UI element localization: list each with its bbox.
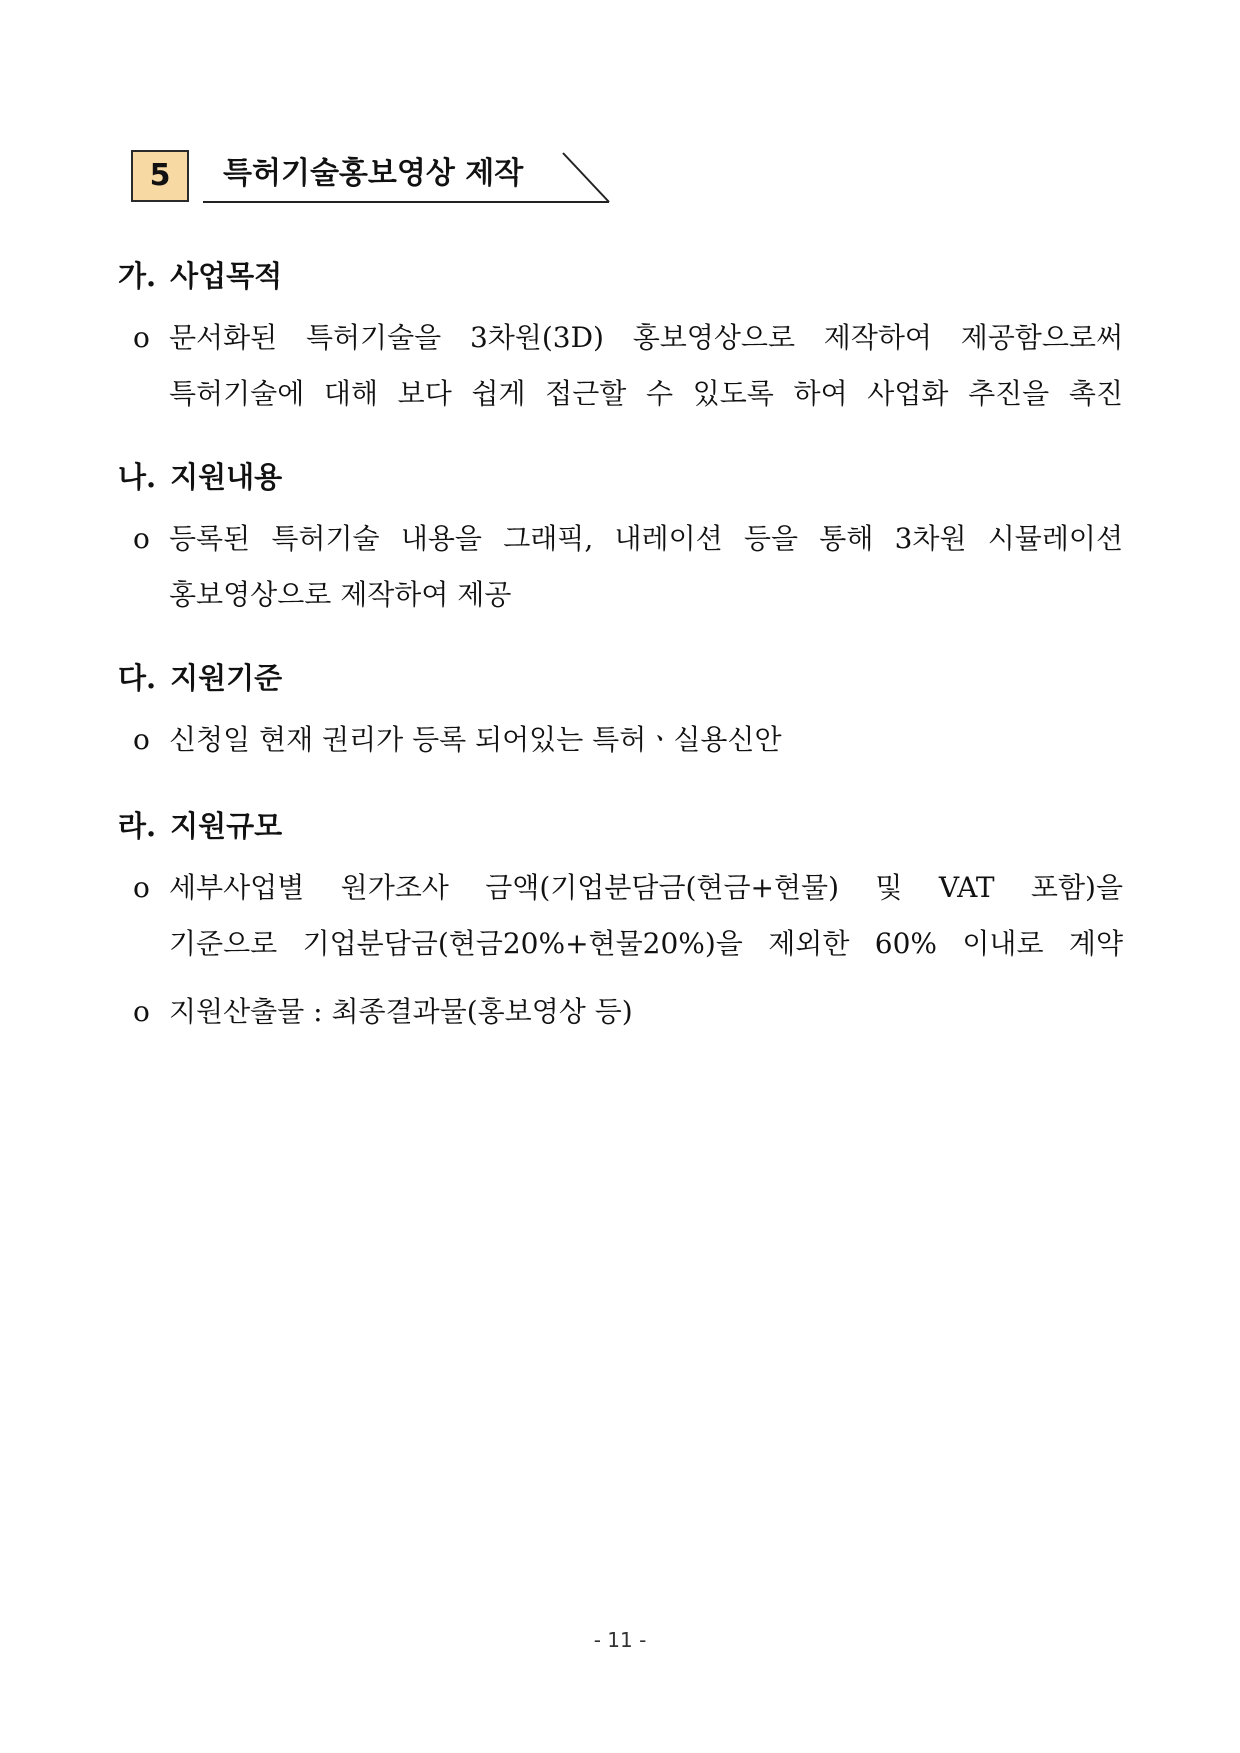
bullet-line: 기준으로 기업분담금(현금20%+현물20%)을 제외한 60% 이내로 계약 — [169, 927, 1123, 960]
bullet-marker: o — [133, 321, 150, 354]
bullet-line: 세부사업별 원가조사 금액(기업분담금(현금+현물) 및 VAT 포함)을 — [169, 871, 1123, 904]
subsection-mark: 라. — [118, 809, 157, 843]
bullet-line: 지원산출물 : 최종결과물(홍보영상 등) — [169, 995, 633, 1028]
bullet-marker: o — [133, 995, 150, 1028]
bullet-marker: o — [133, 522, 150, 555]
bullet-line: 신청일 현재 권리가 등록 되어있는 특허ㆍ실용신안 — [169, 723, 782, 756]
subsection-heading-scale — [118, 806, 282, 846]
bullet-line: 특허기술에 대해 보다 쉽게 접근할 수 있도록 하여 사업화 추진을 촉진 — [169, 377, 1123, 410]
section-title: 특허기술홍보영상 제작 — [223, 156, 524, 191]
page-number: - 11 - — [593, 1628, 647, 1652]
subsection-title: 지원내용 — [170, 460, 283, 494]
section-header — [131, 148, 611, 208]
subsection-title: 지원규모 — [170, 809, 283, 843]
section-number-box: 5 — [131, 150, 189, 202]
subsection-heading-criteria — [118, 658, 282, 698]
bullet-item — [133, 984, 1123, 1040]
subsection-heading-content — [118, 457, 282, 497]
subsection-heading-purpose — [118, 256, 282, 296]
subsection-title: 지원기준 — [170, 661, 283, 695]
bullet-item — [133, 511, 1123, 623]
bullet-item — [133, 860, 1123, 972]
subsection-mark: 가. — [118, 259, 157, 293]
subsection-mark: 나. — [118, 460, 157, 494]
bullet-item — [133, 310, 1123, 422]
bullet-line: 문서화된 특허기술을 3차원(3D) 홍보영상으로 제작하여 제공함으로써 — [169, 321, 1123, 354]
bullet-line: 홍보영상으로 제작하여 제공 — [169, 578, 512, 611]
bullet-marker: o — [133, 871, 150, 904]
bullet-marker: o — [133, 723, 150, 756]
subsection-mark: 다. — [118, 661, 157, 695]
bullet-line: 등록된 특허기술 내용을 그래픽, 내레이션 등을 통해 3차원 시뮬레이션 — [169, 522, 1123, 555]
bullet-item — [133, 712, 1123, 768]
subsection-title: 사업목적 — [170, 259, 283, 293]
